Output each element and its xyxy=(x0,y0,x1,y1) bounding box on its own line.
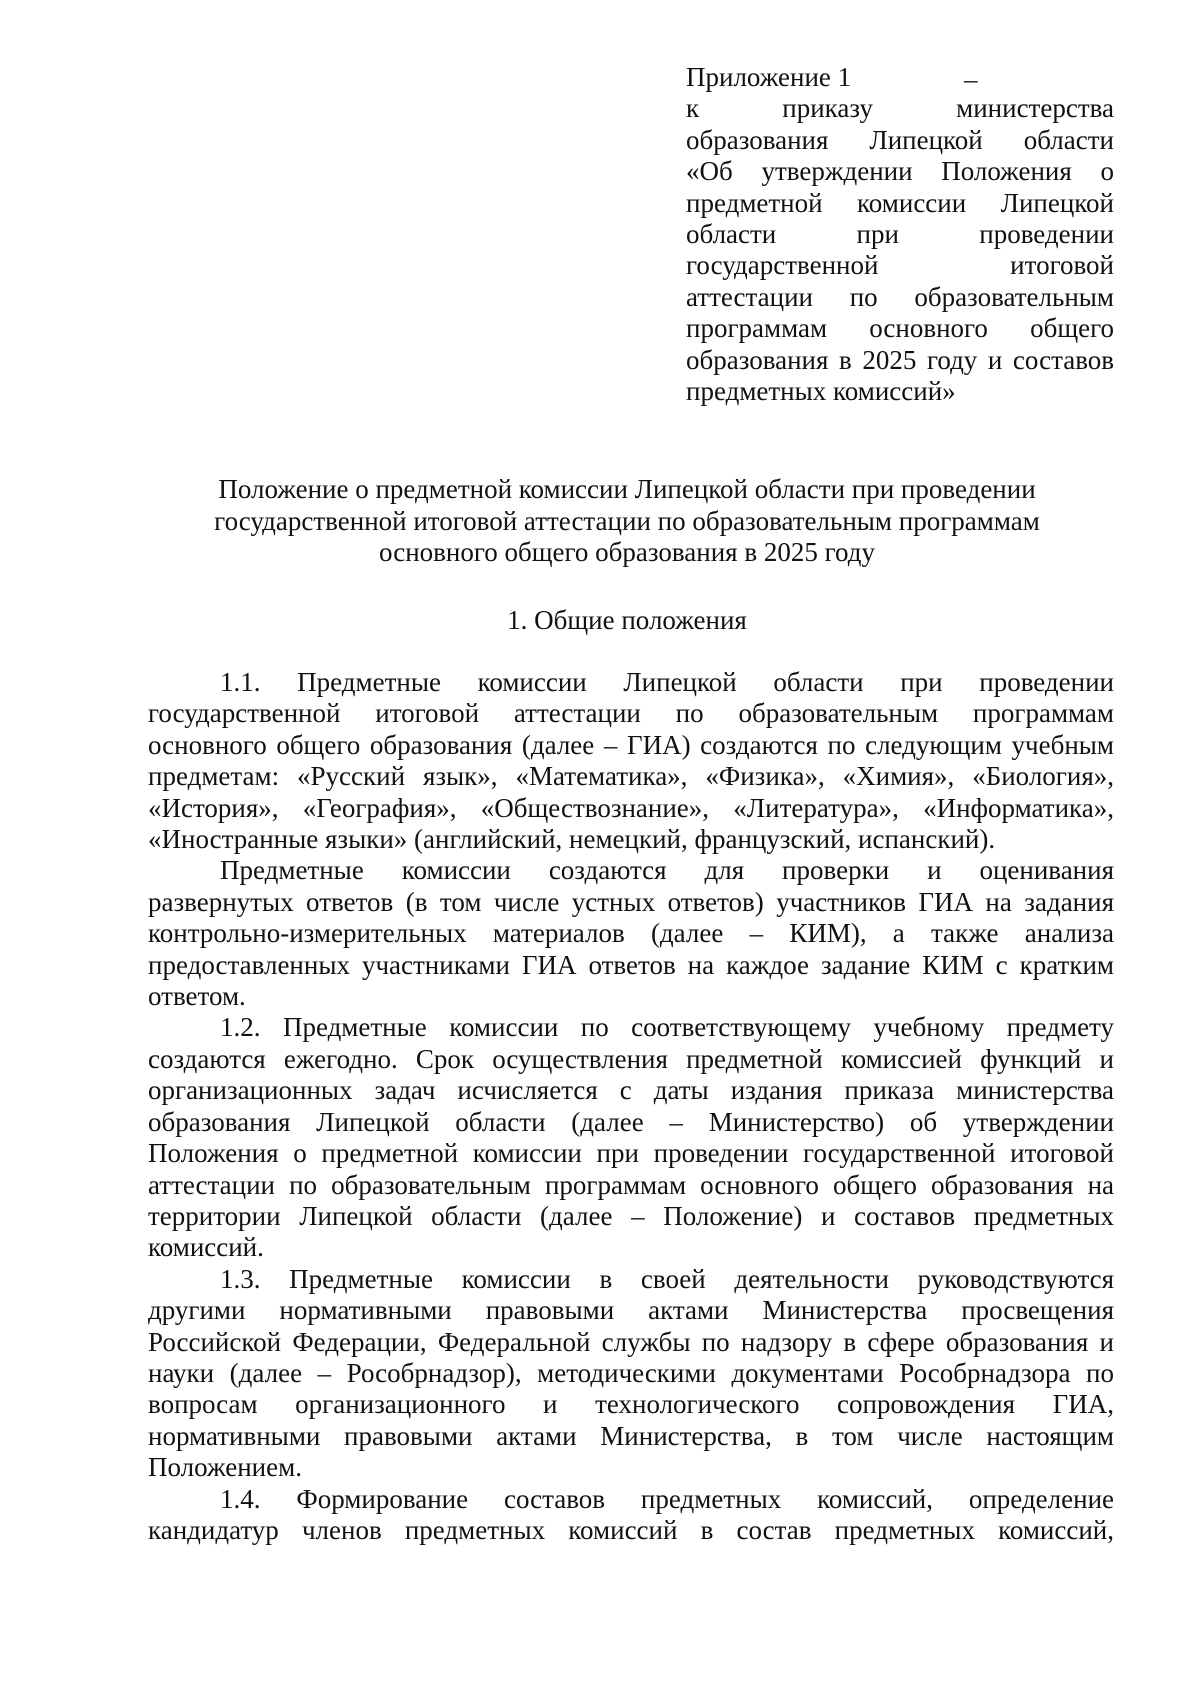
body-line: образования Липецкой области (далее – Министерство) об утверждении xyxy=(148,1106,1114,1137)
section-heading: 1. Общие положения xyxy=(507,605,747,635)
body-line: контрольно-измерительных материалов (далее – КИМ), а также анализа xyxy=(148,918,1114,949)
body-line: 1.4. Формирование составов предметных комиссий, определение xyxy=(220,1483,1114,1514)
annex-line: предметных комиссий» xyxy=(686,376,956,407)
annex-line: «Об утверждении Положения о xyxy=(686,156,1114,187)
body-line: Предметные комиссии создаются для проверки и оценивания xyxy=(220,855,1114,886)
annex-line: к приказу министерства xyxy=(686,93,1114,124)
annex-line: предметной комиссии Липецкой xyxy=(686,187,1114,218)
title-line: государственной итоговой аттестации по образовательным программам xyxy=(214,505,1040,536)
body-line: аттестации по образовательным программам основного общего образования на xyxy=(148,1169,1114,1200)
body-line: кандидатур членов предметных комиссий в состав предметных комиссий, xyxy=(148,1514,1114,1545)
body-line: «Иностранные языки» (английский, немецкий, французский, испанский). xyxy=(148,824,996,855)
body-line: государственной итоговой аттестации по образовательным программам xyxy=(148,698,1114,729)
body-line: комиссий. xyxy=(148,1232,264,1263)
body-line: Российской Федерации, Федеральной службы по надзору в сфере образования и xyxy=(148,1326,1114,1357)
body-line: территории Липецкой области (далее – Положение) и составов предметных xyxy=(148,1200,1114,1231)
body-line: 1.1. Предметные комиссии Липецкой области при проведении xyxy=(220,667,1114,697)
body-line: другими нормативными правовыми актами Министерства просвещения xyxy=(148,1295,1114,1326)
body-line: предметам: «Русский язык», «Математика», «Физика», «Химия», «Биология», xyxy=(148,761,1114,792)
body-line: вопросам организационного и технологического сопровождения ГИА, xyxy=(148,1389,1114,1420)
body-line: 1.2. Предметные комиссии по соответствующему учебному предмету xyxy=(220,1012,1114,1043)
body-line: развернутых ответов (в том числе устных ответов) участников ГИА на задания xyxy=(148,886,1114,917)
body-line: организационных задач исчисляется с даты издания приказа министерства xyxy=(148,1075,1114,1106)
document-title xyxy=(150,474,1104,569)
body-line: «История», «География», «Обществознание», «Литература», «Информатика», xyxy=(148,792,1114,823)
body-line: предоставленных участниками ГИА ответов на каждое задание КИМ с кратким xyxy=(148,949,1114,980)
annex-line: государственной итоговой xyxy=(686,250,1114,281)
body-line: науки (далее – Рособрнадзор), методическими документами Рособрнадзора по xyxy=(148,1357,1114,1388)
body-line: 1.3. Предметные комиссии в своей деятельности руководствуются xyxy=(220,1263,1114,1294)
title-line: основного общего образования в 2025 году xyxy=(379,537,875,567)
body-text xyxy=(148,667,1114,1546)
annex-dash-mark: – xyxy=(964,64,978,94)
body-line: Положения о предметной комиссии при проведении государственной итоговой xyxy=(148,1138,1114,1169)
body-line: Положением. xyxy=(148,1452,302,1483)
annex-block xyxy=(686,62,1114,407)
annex-line: образования в 2025 году и составов xyxy=(686,344,1114,375)
body-line: основного общего образования (далее – ГИА) создаются по следующим учебным xyxy=(148,729,1114,760)
annex-line: аттестации по образовательным xyxy=(686,281,1114,312)
body-line: создаются ежегодно. Срок осуществления предметной комиссией функций и xyxy=(148,1043,1114,1074)
annex-line: области при проведении xyxy=(686,219,1114,250)
annex-line: Приложение 1 xyxy=(686,62,852,92)
annex-line: программам основного общего xyxy=(686,313,1114,344)
body-line: ответом. xyxy=(148,981,246,1012)
body-line: нормативными правовыми актами Министерства, в том числе настоящим xyxy=(148,1420,1114,1451)
annex-line: образования Липецкой области xyxy=(686,124,1114,155)
title-line: Положение о предметной комиссии Липецкой области при проведении xyxy=(218,474,1036,504)
